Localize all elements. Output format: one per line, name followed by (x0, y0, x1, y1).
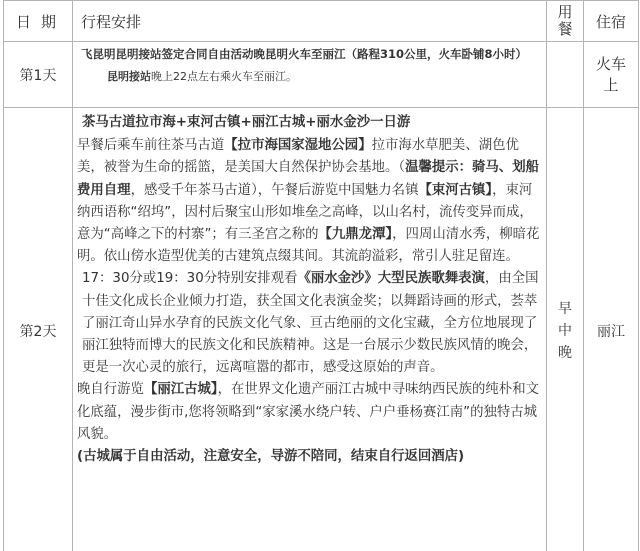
text-run: 拉市海水草肥美、湖色优美，被誉为生命的摇篮，是美国大自然保护协会基地。（ (77, 138, 519, 176)
text-run: ，在世界文化遗产丽江古城中寻味纳西民族的纯朴和文化底蕴，漫步街市,您将领略到“家家溪水绕户转、户户垂杨赛江南”的独特古城风貌。 (77, 382, 539, 442)
bold-text-run: 【束河古镇】 (418, 182, 493, 198)
header-date: 日期 (4, 1, 73, 42)
header-meal (547, 1, 584, 42)
day1-label: 第1天 (4, 42, 73, 108)
day1-title: 飞昆明昆明接站签定合同自由活动晚昆明火车至丽江（路程310公里，火车卧铺8小时） (81, 47, 528, 61)
day1-meal (547, 42, 584, 108)
day2-plan (73, 108, 547, 551)
day2-stay: 丽江 (584, 108, 639, 551)
bold-text-run: 【九鼎龙潭】 (318, 227, 393, 243)
text-run: ，四周山清水秀，柳暗花明。依山傍水造型优美的古建筑点缀其间。其流韵溢彩，常引人驻足留连。 (77, 227, 540, 265)
text-run: ，束河纳西语称“绍坞”，因村后聚宝山形如堆垒之高峰，以山名村，流传变异而成，意为“高峰之下的村寨”；有三圣宫之称的 (77, 182, 533, 243)
day1-sub-bold: 昆明接站 (107, 70, 151, 83)
bold-text-run: 《丽水金沙》大型民族歌舞表演 (297, 271, 485, 287)
day2-title: 茶马古道拉市海+束河古镇+丽江古城+丽水金沙一日游 (82, 115, 411, 130)
text-run: 早餐后乘车前往茶马古道 (77, 138, 225, 154)
bold-text-run: 【拉市海国家湿地公园】 (224, 138, 372, 154)
header-row (4, 1, 639, 42)
header-meal-text: 用餐 (557, 3, 573, 38)
text-run: 晚自行游览 (77, 382, 144, 398)
header-stay: 住宿 (584, 1, 639, 42)
text-run: ，由全国十佳文化成长企业倾力打造，获全国文化表演金奖；以舞蹈诗画的形式，荟萃了丽江奇山异水孕育的民族文化气象、亘古绝丽的文化宝藏，全方位地展现了丽江独特而博大的民族文化和民族精神。这是一台展示少数民族风情的晚会，更是一次心灵的旅行，远离喧嚣的都市，感受这原始的声音。 (82, 271, 539, 376)
day2-para1 (77, 135, 542, 268)
day2-row (4, 108, 639, 551)
day1-sub-rest: 晚上22点左右乘火车至丽江。 (151, 70, 297, 83)
day1-stay-text: 火车上 (595, 54, 626, 94)
day2-label: 第2天 (4, 108, 73, 551)
day1-plan (73, 42, 547, 108)
day1-row (4, 42, 639, 108)
text-run: 17：30分或19：30分特别安排观看 (82, 271, 298, 287)
day1-stay (584, 42, 639, 108)
bold-text-run: 温馨提示：骑马、划船费用自理 (77, 160, 539, 198)
day1-subtitle (81, 68, 540, 86)
header-plan: 行程安排 (73, 1, 547, 42)
itinerary-table (3, 0, 639, 551)
bold-text-run: (古城属于自由活动，注意安全，导游不陪同，结束自行返回酒店) (77, 449, 465, 465)
day2-meal-text: 早中晚 (558, 300, 572, 361)
text-run: ，感受千年茶马古道），午餐后游览中国魅力名镇 (130, 182, 419, 198)
day2-para3 (77, 379, 542, 446)
day2-meal (547, 108, 584, 551)
day2-para4 (77, 446, 542, 468)
day2-para2 (77, 268, 542, 379)
bold-text-run: 【丽江古城】 (143, 382, 218, 398)
